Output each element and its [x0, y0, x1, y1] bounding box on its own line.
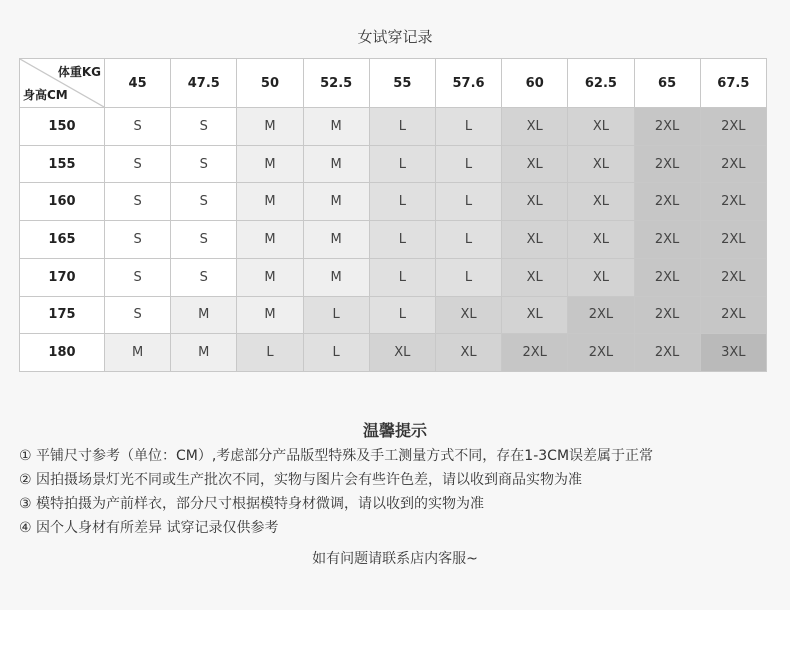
weight-header: 45 — [105, 59, 171, 108]
size-cell: XL — [369, 334, 435, 372]
size-cell: L — [369, 296, 435, 334]
size-cell: M — [171, 296, 237, 334]
size-cell: M — [237, 221, 303, 259]
size-cell: S — [171, 108, 237, 146]
height-cell: 180 — [20, 334, 105, 372]
table-row — [20, 334, 767, 372]
size-cell: M — [303, 258, 369, 296]
tip-item: ③ 模特拍摄为产前样衣，部分尺寸根据模特身材微调，请以收到的实物为准 — [19, 496, 484, 512]
size-cell: L — [369, 183, 435, 221]
size-cell: XL — [568, 183, 634, 221]
size-cell: L — [303, 296, 369, 334]
size-cell: XL — [568, 221, 634, 259]
size-cell: 2XL — [700, 221, 766, 259]
size-cell: 2XL — [700, 108, 766, 146]
tip-item: ④ 因个人身材有所差异 试穿记录仅供参考 — [19, 520, 279, 536]
height-cell: 175 — [20, 296, 105, 334]
size-cell: L — [435, 221, 501, 259]
height-cell: 155 — [20, 145, 105, 183]
size-cell: 2XL — [634, 183, 700, 221]
weight-axis-label: 体重KG — [57, 65, 101, 79]
size-cell: L — [435, 183, 501, 221]
contact-note: 如有问题请联系店内客服~ — [312, 551, 478, 567]
size-cell: M — [237, 183, 303, 221]
page-title: 女试穿记录 — [357, 28, 433, 46]
size-cell: L — [369, 145, 435, 183]
size-cell: L — [237, 334, 303, 372]
weight-header: 55 — [369, 59, 435, 108]
tip-item: ① 平铺尺寸参考（单位：CM）,考虑部分产品版型特殊及手工测量方式不同，存在1-3CM误差属于正常 — [19, 448, 654, 464]
size-cell: 2XL — [700, 145, 766, 183]
size-cell: 2XL — [700, 258, 766, 296]
size-cell: L — [435, 258, 501, 296]
size-cell: XL — [568, 145, 634, 183]
size-cell: S — [105, 183, 171, 221]
size-chart-table — [19, 58, 767, 372]
height-cell: 160 — [20, 183, 105, 221]
weight-header: 62.5 — [568, 59, 634, 108]
size-cell: L — [303, 334, 369, 372]
size-cell: M — [303, 183, 369, 221]
weight-header: 47.5 — [171, 59, 237, 108]
size-cell: L — [369, 258, 435, 296]
size-cell: 2XL — [634, 296, 700, 334]
size-cell: XL — [502, 108, 568, 146]
weight-header: 65 — [634, 59, 700, 108]
size-cell: M — [237, 258, 303, 296]
size-cell: M — [105, 334, 171, 372]
size-cell: M — [303, 145, 369, 183]
size-cell: XL — [502, 145, 568, 183]
size-cell: M — [171, 334, 237, 372]
table-row — [20, 221, 767, 259]
size-cell: S — [171, 183, 237, 221]
weight-header: 60 — [502, 59, 568, 108]
size-cell: 2XL — [634, 221, 700, 259]
height-cell: 165 — [20, 221, 105, 259]
size-cell: XL — [568, 258, 634, 296]
size-cell: M — [303, 221, 369, 259]
size-cell: S — [105, 296, 171, 334]
size-cell: 2XL — [634, 145, 700, 183]
size-cell: XL — [502, 258, 568, 296]
size-cell: L — [435, 108, 501, 146]
size-cell: XL — [502, 296, 568, 334]
size-cell: S — [171, 221, 237, 259]
size-cell: XL — [435, 334, 501, 372]
table-row — [20, 108, 767, 146]
size-table-body — [20, 108, 767, 372]
table-row — [20, 296, 767, 334]
size-cell: 2XL — [634, 258, 700, 296]
size-cell: L — [369, 221, 435, 259]
table-row — [20, 258, 767, 296]
size-cell: XL — [435, 296, 501, 334]
table-row — [20, 183, 767, 221]
size-cell: M — [303, 108, 369, 146]
tip-item: ② 因拍摄场景灯光不同或生产批次不同，实物与图片会有些许色差，请以收到商品实物为准 — [19, 472, 582, 488]
size-cell: 2XL — [634, 108, 700, 146]
size-cell: 2XL — [634, 334, 700, 372]
weight-header: 50 — [237, 59, 303, 108]
tips-heading: 温馨提示 — [362, 421, 427, 440]
size-cell: S — [171, 258, 237, 296]
size-cell: M — [237, 145, 303, 183]
size-cell: S — [105, 258, 171, 296]
size-cell: XL — [502, 221, 568, 259]
corner-cell — [20, 59, 105, 108]
weight-header: 67.5 — [700, 59, 766, 108]
size-cell: S — [105, 145, 171, 183]
weight-header: 52.5 — [303, 59, 369, 108]
size-cell: XL — [568, 108, 634, 146]
tips-list — [19, 444, 784, 540]
table-row — [20, 145, 767, 183]
size-cell: XL — [502, 183, 568, 221]
size-cell: M — [237, 296, 303, 334]
height-cell: 150 — [20, 108, 105, 146]
size-cell: S — [105, 221, 171, 259]
size-cell: 2XL — [568, 296, 634, 334]
height-axis-label: 身高CM — [23, 88, 68, 102]
size-cell: 2XL — [568, 334, 634, 372]
size-cell: L — [435, 145, 501, 183]
size-cell: 2XL — [700, 183, 766, 221]
size-cell: 2XL — [700, 296, 766, 334]
size-cell: M — [237, 108, 303, 146]
height-cell: 170 — [20, 258, 105, 296]
weight-header-row — [20, 59, 767, 108]
size-cell: 3XL — [700, 334, 766, 372]
size-cell: S — [171, 145, 237, 183]
size-cell: 2XL — [502, 334, 568, 372]
weight-header: 57.6 — [435, 59, 501, 108]
size-cell: S — [105, 108, 171, 146]
size-cell: L — [369, 108, 435, 146]
